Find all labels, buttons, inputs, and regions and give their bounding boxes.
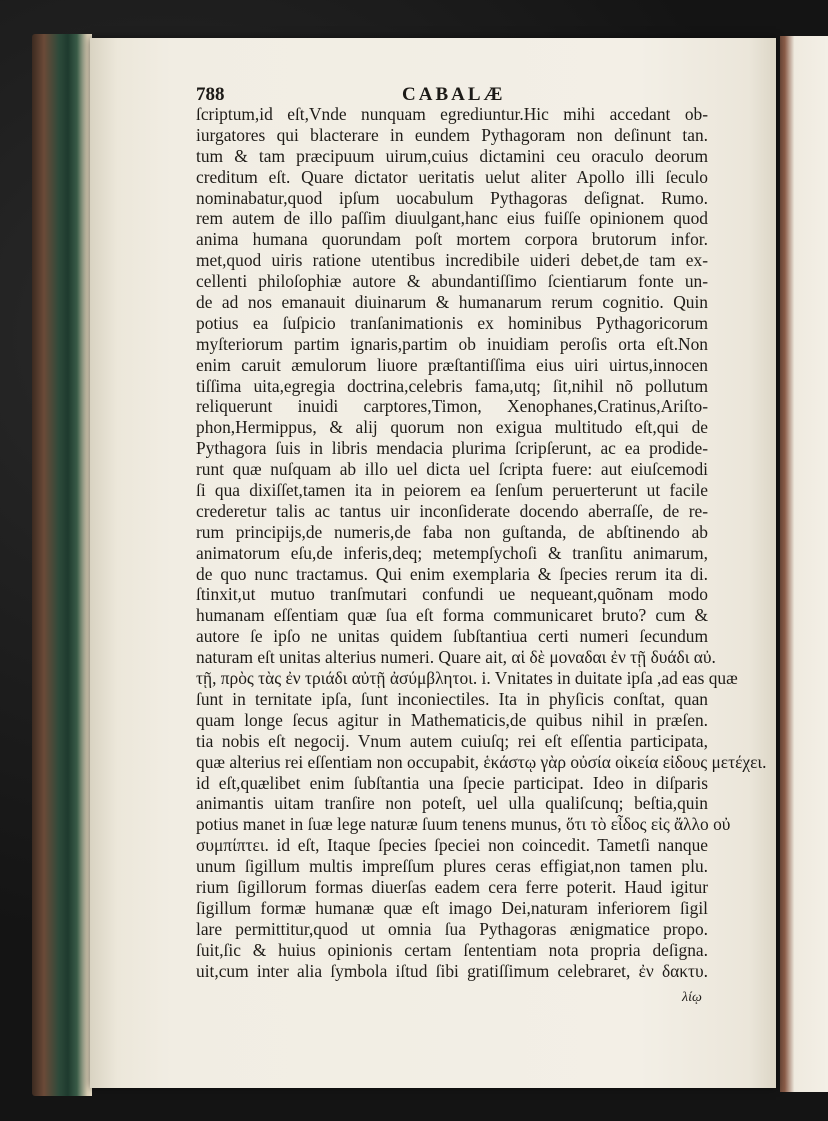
text-line: Pythagora ſuis in libris mendacia plurima ſcripſerunt, ac ea prodide-: [196, 438, 708, 459]
catchword: λίῳ: [682, 990, 702, 1005]
text-line: ſunt in ternitate ipſa, ſunt inconiectiles. Ita in phyſicis conſtat, quan: [196, 688, 708, 709]
text-line: reliquerunt inuidi carptores,Timon, Xenophanes,Cratinus,Ariſto-: [196, 396, 708, 417]
text-line: τῇ, πρὸς τὰς ἐν τριάδι αὐτῇ ἀσύμβλητοι. i. Vnitates in duitate ipſa ,ad eas quæ: [196, 668, 738, 689]
text-line: uit,cum inter alia ſymbola iſtud ſibi gratiſſimum celebraret, ἐν δακτυ.: [196, 960, 708, 981]
text-line: de quo nunc tractamus. Qui enim exemplaria & ſpecies rerum ita di.: [196, 563, 708, 584]
text-line: humanam eſſentiam quæ ſua eſt forma communicaret bruto? cum &: [196, 605, 708, 626]
page-number: 788: [196, 84, 225, 105]
book-binding-edge: [32, 34, 92, 1096]
text-line: autore ſe ipſo ne unitas quidem ſubſtantiua certi numeri ſecundum: [196, 626, 708, 647]
text-line: tum & tam præcipuum uirum,cuius dictamini ceu oraculo deorum: [196, 145, 708, 166]
text-line: ſtinxit,ut mutuo tranſmutari confundi ue nequeant,quõnam modo: [196, 584, 708, 605]
facing-page-edge: [780, 36, 828, 1092]
text-line: de ad nos emanauit diuinarum & humanarum rerum cognitio. Quin: [196, 292, 708, 313]
text-line: quæ alterius rei eſſentiam non occupabit, ἑκάστῳ γὰρ οὐσία οἰκεία εἰδους μετέχει.: [196, 751, 767, 772]
text-line: unum ſigillum multis impreſſum plures ceras effigiat,non tamen plu.: [196, 856, 708, 877]
text-line: anima humana quorundam poſt mortem corpora brutorum infor.: [196, 229, 708, 250]
text-line: ſi qua dixiſſet,tamen ita in peiorem ea ſenſum peruerterunt ut facile: [196, 480, 708, 501]
text-line: tia nobis eſt negocij. Vnum autem cuiuſq; rei eſt eſſentia participata,: [196, 730, 708, 751]
text-line: nominabatur,quod ipſum uocabulum Pythagoras deſignat. Rumo.: [196, 187, 708, 208]
text-line: ſcriptum,id eſt,Vnde nunquam egrediuntur.Hic mihi accedant ob-: [196, 104, 708, 124]
header-title: CABALÆ: [402, 84, 506, 105]
text-line: ſigillum formæ humanæ quæ eſt imago Dei,naturam inferiorem ſigil: [196, 897, 708, 918]
text-line: phon,Hermippus, & alij quorum non exigua multitudo eſt,qui de: [196, 417, 708, 438]
text-line: quam longe ſecus agitur in Mathematicis,de quibus nihil in præſen.: [196, 709, 708, 730]
text-line: συμπίπτει. id eſt, Itaque ſpecies ſpeciei non coincedit. Tametſi nanque: [196, 835, 708, 856]
text-line: met,quod uiris ratione utentibus incredibile uideri debet,de tam ex-: [196, 250, 708, 271]
text-line: ſuit,ſic & huius opinionis certam ſententiam nota propria deſigna.: [196, 939, 708, 960]
text-line: lare permittitur,quod ut omnia ſua Pythagoras ænigmatice propo.: [196, 918, 708, 939]
text-line: animatorum eſu,de inferis,deq; metempſychoſi & tranſitu animarum,: [196, 542, 708, 563]
text-line: iurgatores qui blacterare in eundem Pythagoram non deſinunt tan.: [196, 124, 708, 145]
text-line: potius ea ſuſpicio tranſanimationis ex hominibus Pythagoricorum: [196, 312, 708, 333]
text-line: potius manet in ſuæ lege naturæ ſuum tenens munus, ὅτι τὸ εἶδος εἰς ἄλλο οὐ: [196, 814, 731, 835]
text-line: rem autem de illo paſſim diuulgant,hanc eius fuiſſe opinionem quod: [196, 208, 708, 229]
text-line: naturam eſt unitas alterius numeri. Quare ait, αἱ δὲ μοναδαι ἐν τῇ δυάδι αὐ.: [196, 647, 716, 668]
text-line: rum principijs,de numeris,de faba non guſtanda, de abſtinendo ab: [196, 521, 708, 542]
text-line: runt quæ nuſquam ab illo uel dicta uel ſcripta fuere: aut eiuſcemodi: [196, 459, 708, 480]
text-line: creditum eſt. Quare dictator ueritatis uelut aliter Apollo illi ſeculo: [196, 166, 708, 187]
text-line: cellenti philoſophiæ autore & abundantiſſimo ſcientiarum fonte un-: [196, 271, 708, 292]
text-line: animantis uitam tranſire non poteſt, uel ulla qualiſcunq; beſtia,quin: [196, 793, 708, 814]
text-line: crederetur talis ac tantus uir inconſiderate docendo aberraſſe, de re-: [196, 500, 708, 521]
text-line: rium ſigillorum formas diuerſas eadem cera ferre poterit. Haud igitur: [196, 876, 708, 897]
text-line: tiſſima uita,egregia doctrina,celebris fama,utq; ſit,nihil nõ pollutum: [196, 375, 708, 396]
text-line: id eſt,quælibet enim ſubſtantia una ſpecie participat. Ideo in diſparis: [196, 772, 708, 793]
text-line: enim caruit æmulorum liuore præſtantiſſima eius uiri uirtus,innocen: [196, 354, 708, 375]
body-text: [196, 104, 767, 981]
text-line: myſteriorum partim ignaris,partim ob inuidiam peroſis orta eſt.Non: [196, 333, 708, 354]
